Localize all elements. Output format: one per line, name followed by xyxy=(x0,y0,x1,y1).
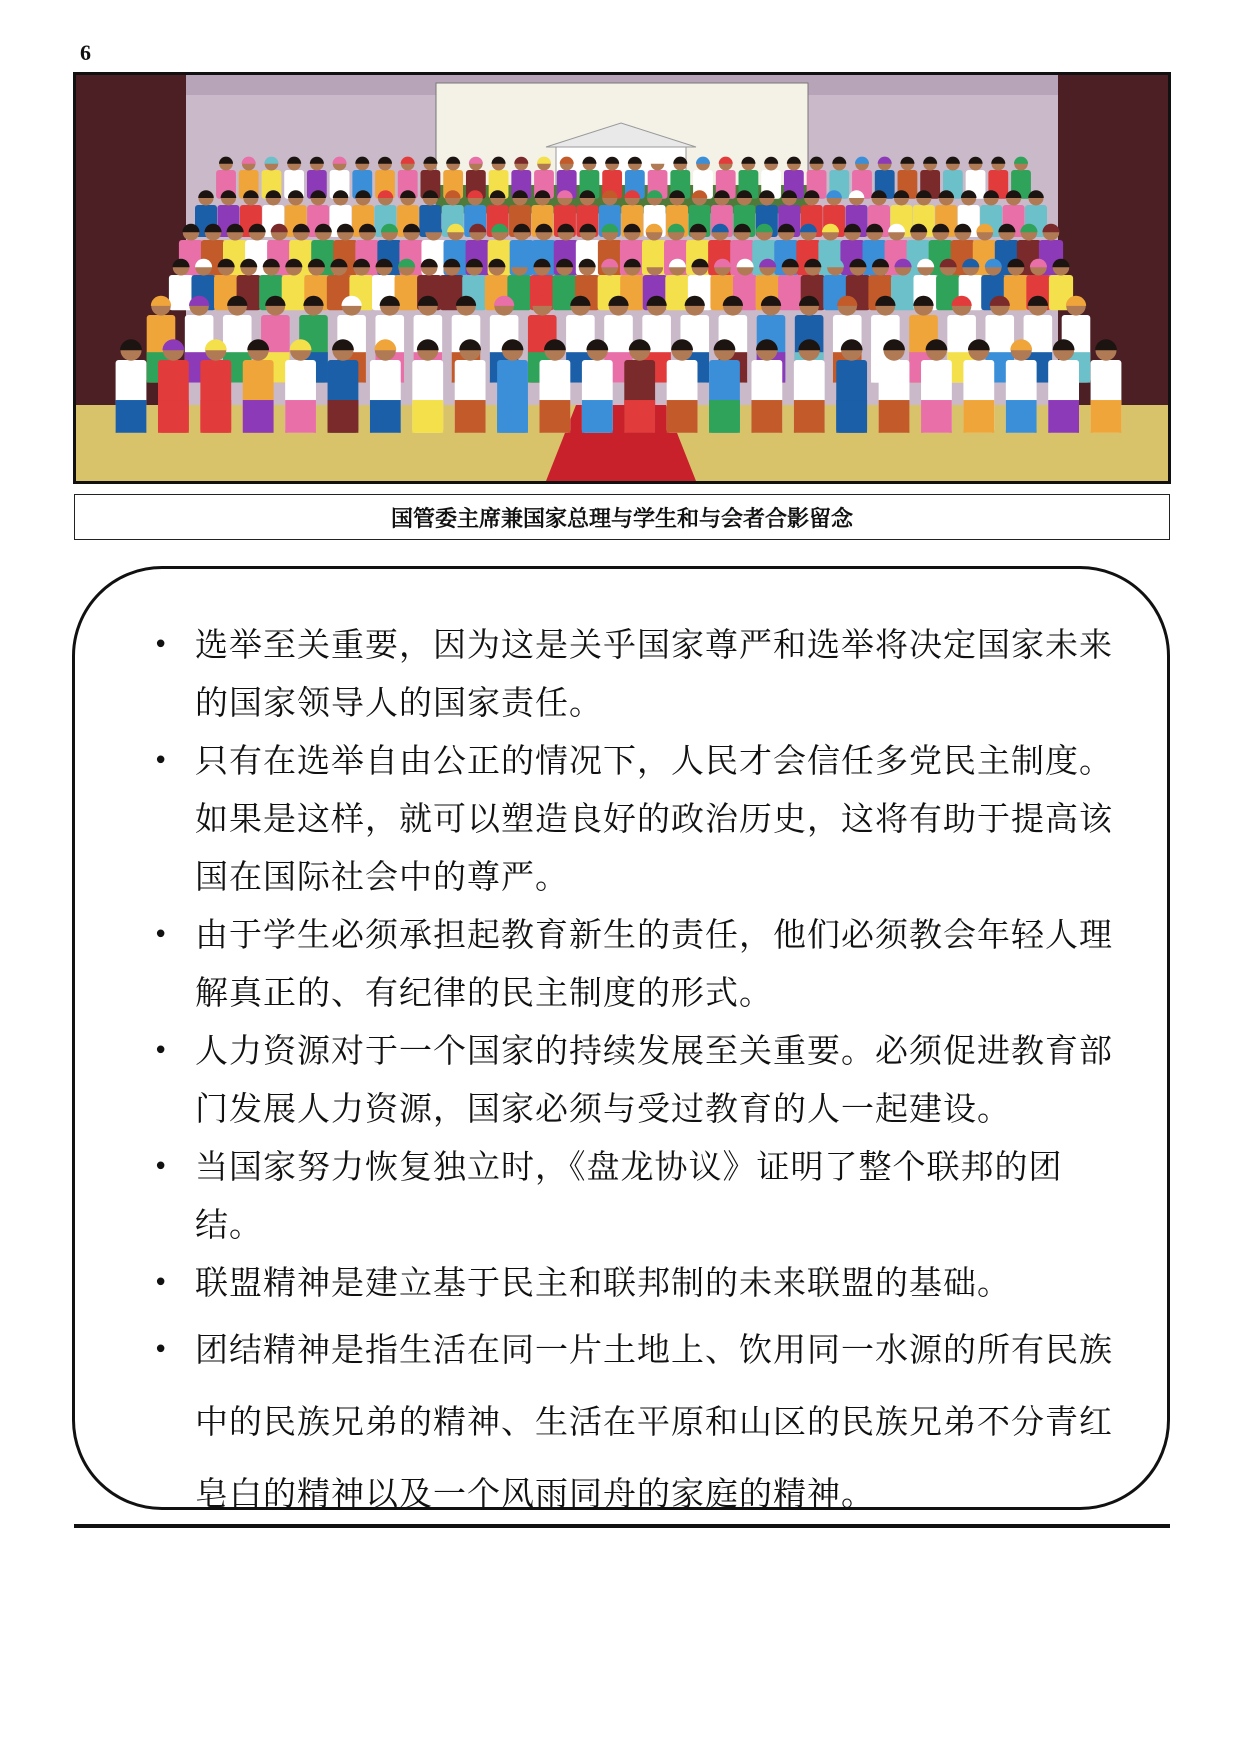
list-item: • 联盟精神是建立基于民主和联邦制的未来联盟的基础。 xyxy=(115,1254,1115,1312)
key-points-list xyxy=(115,616,1115,1530)
list-item: • 当国家努力恢复独立时，《盘龙协议》证明了整个联邦的团结。 xyxy=(115,1138,1115,1254)
list-item: • 选举至关重要，因为这是关乎国家尊严和选举将决定国家未来的国家领导人的国家责任。 xyxy=(115,616,1115,732)
caption-text: 国管委主席兼国家总理与学生和与会者合影留念 xyxy=(390,506,853,532)
group-photo xyxy=(73,72,1171,484)
key-points-panel xyxy=(72,566,1170,1513)
list-item: • 由于学生必须承担起教育新生的责任，他们必须教会年轻人理解真正的、有纪律的民主制度的形式。 xyxy=(115,906,1115,1022)
photo-caption xyxy=(74,494,1170,540)
list-item: • 人力资源对于一个国家的持续发展至关重要。必须促进教育部门发展人力资源，国家必须与受过教育的人一起建设。 xyxy=(115,1022,1115,1138)
list-item: • 只有在选举自由公正的情况下，人民才会信任多党民主制度。如果是这样，就可以塑造良好的政治历史，这将有助于提高该国在国际社会中的尊严。 xyxy=(115,732,1115,906)
bottom-rule xyxy=(74,1524,1170,1528)
group-photo-icon xyxy=(76,75,1168,481)
list-item: • 团结精神是指生活在同一片土地上、饮用同一水源的所有民族中的民族兄弟的精神、生活在平原和山区的民族兄弟不分青红皂白的精神以及一个风雨同舟的家庭的精神。 xyxy=(115,1314,1115,1530)
page-number: 6 xyxy=(80,40,91,65)
